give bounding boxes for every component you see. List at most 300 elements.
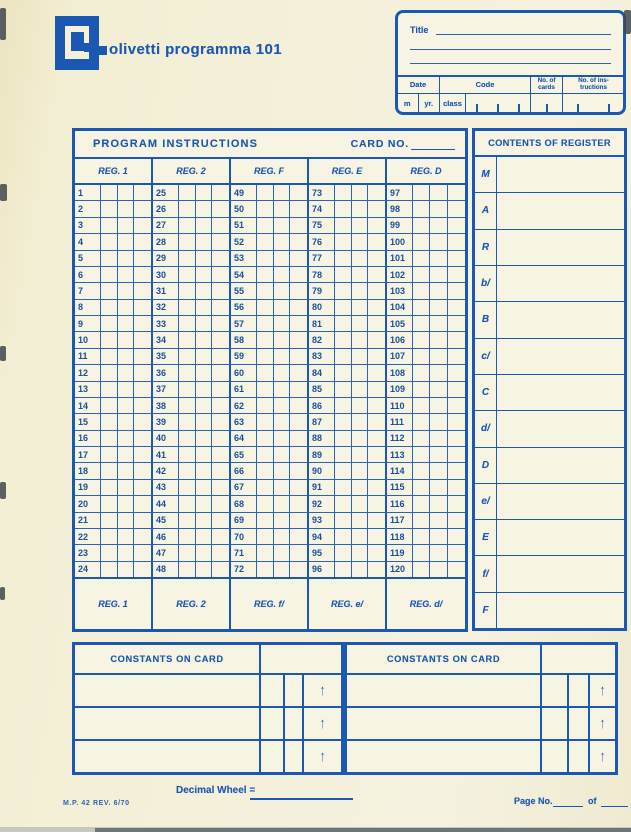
program-row [75, 201, 465, 217]
step-number-cell: 118 [387, 529, 413, 544]
register-group [153, 201, 231, 216]
register-content-cell [497, 302, 624, 337]
register-group [75, 201, 153, 216]
register-content-cell [497, 593, 624, 628]
title-area [398, 13, 623, 73]
program-table-header [75, 131, 465, 159]
constants-row [75, 708, 341, 741]
instruction-cell [352, 365, 369, 380]
register-group [309, 562, 387, 577]
step-number-cell: 52 [231, 234, 257, 249]
register-group [231, 300, 309, 315]
instruction-cell [352, 480, 369, 495]
instruction-cell [368, 251, 385, 266]
instruction-cell [101, 316, 118, 331]
instruction-cell [257, 185, 274, 200]
register-group [153, 234, 231, 249]
instruction-cell [118, 431, 135, 446]
step-number-cell: 13 [75, 382, 101, 397]
step-number-cell: 66 [231, 463, 257, 478]
instruction-cell [368, 398, 385, 413]
instruction-cell [290, 283, 307, 298]
instruction-cell [448, 349, 465, 364]
step-number-cell: 34 [153, 332, 179, 347]
constants-on-card-table-left [72, 642, 344, 775]
constants-header-blank [261, 645, 341, 673]
step-number-cell: 102 [387, 267, 413, 282]
instruction-cell [257, 545, 274, 560]
instruction-cell [101, 332, 118, 347]
instruction-cell [290, 300, 307, 315]
instruction-cell [118, 382, 135, 397]
register-group [309, 382, 387, 397]
step-number-cell: 73 [309, 185, 335, 200]
step-number-cell: 90 [309, 463, 335, 478]
instruction-cell [335, 447, 352, 462]
instruction-cell [196, 332, 213, 347]
step-number-cell: 105 [387, 316, 413, 331]
register-group [309, 545, 387, 560]
instruction-cell [413, 201, 430, 216]
step-number-cell: 56 [231, 300, 257, 315]
step-number-cell: 78 [309, 267, 335, 282]
instruction-cell [413, 431, 430, 446]
constant-small-cell [569, 675, 590, 706]
step-number-cell: 60 [231, 365, 257, 380]
register-group [387, 398, 465, 413]
instruction-cell [274, 316, 291, 331]
instruction-cell [290, 447, 307, 462]
register-name-label: c/ [475, 339, 497, 374]
instruction-cell [118, 218, 135, 233]
constant-arrow-cell [594, 708, 612, 739]
no-of-instructions-label: No. of ins- tructions [563, 77, 624, 94]
step-number-cell: 113 [387, 447, 413, 462]
instruction-cell [368, 267, 385, 282]
step-number-cell: 106 [387, 332, 413, 347]
step-number-cell: 22 [75, 529, 101, 544]
instruction-cell [212, 431, 229, 446]
instruction-cell [212, 480, 229, 495]
program-row [75, 513, 465, 529]
register-group [75, 463, 153, 478]
instruction-cell [290, 185, 307, 200]
instruction-cell [212, 300, 229, 315]
instruction-cell [212, 365, 229, 380]
reg-column-footer: REG. 2 [153, 579, 231, 629]
step-number-cell: 19 [75, 480, 101, 495]
register-group [153, 349, 231, 364]
instruction-cell [430, 463, 447, 478]
instruction-cell [101, 365, 118, 380]
instruction-cell [196, 365, 213, 380]
instruction-cell [448, 267, 465, 282]
program-row [75, 234, 465, 250]
instruction-cell [134, 382, 151, 397]
program-row [75, 185, 465, 201]
instruction-cell [257, 414, 274, 429]
instruction-cell [352, 496, 369, 511]
register-group [75, 332, 153, 347]
instruction-cell [118, 513, 135, 528]
decimal-wheel-write-line [250, 798, 353, 800]
instruction-cell [196, 496, 213, 511]
constant-arrow-cell [310, 741, 336, 772]
instruction-cell [430, 267, 447, 282]
register-group [309, 349, 387, 364]
instruction-cell [274, 349, 291, 364]
register-group [231, 414, 309, 429]
instruction-cell [274, 201, 291, 216]
instruction-cell [448, 185, 465, 200]
up-arrow-icon: ↑ [599, 715, 606, 732]
register-group [387, 316, 465, 331]
instruction-cell [101, 496, 118, 511]
program-row [75, 332, 465, 348]
register-group [153, 316, 231, 331]
instruction-cell [274, 267, 291, 282]
tick-mark [546, 104, 548, 113]
constants-rows-right [347, 675, 615, 772]
step-number-cell: 54 [231, 267, 257, 282]
step-number-cell: 59 [231, 349, 257, 364]
instruction-cell [274, 300, 291, 315]
register-group [387, 218, 465, 233]
instruction-cell [290, 251, 307, 266]
instruction-cell [212, 513, 229, 528]
step-number-cell: 14 [75, 398, 101, 413]
tick-mark [518, 104, 520, 113]
instruction-cell [134, 218, 151, 233]
instruction-cell [448, 414, 465, 429]
step-number-cell: 88 [309, 431, 335, 446]
program-row [75, 382, 465, 398]
step-number-cell: 7 [75, 283, 101, 298]
scan-edge-mark [0, 482, 6, 499]
register-name-label: e/ [475, 484, 497, 519]
program-row [75, 283, 465, 299]
instruction-cell [430, 480, 447, 495]
register-column-footers [75, 577, 465, 629]
page-no-label: Page No. [514, 796, 553, 806]
instruction-cell [257, 513, 274, 528]
register-group [153, 332, 231, 347]
step-number-cell: 97 [387, 185, 413, 200]
instruction-cell [413, 562, 430, 577]
constant-value-cell [75, 741, 261, 772]
register-group [75, 496, 153, 511]
instruction-cell [368, 480, 385, 495]
register-group [153, 300, 231, 315]
step-number-cell: 77 [309, 251, 335, 266]
instruction-cell [196, 545, 213, 560]
step-number-cell: 72 [231, 562, 257, 577]
register-group [75, 251, 153, 266]
instruction-cell [212, 332, 229, 347]
register-group [309, 234, 387, 249]
instruction-cell [101, 349, 118, 364]
step-number-cell: 47 [153, 545, 179, 560]
register-group [153, 562, 231, 577]
instruction-cell [448, 562, 465, 577]
instruction-cell [352, 316, 369, 331]
step-number-cell: 48 [153, 562, 179, 577]
instruction-cell [212, 185, 229, 200]
register-group [309, 447, 387, 462]
instruction-cell [430, 447, 447, 462]
register-group [387, 447, 465, 462]
constant-small-cell [542, 741, 569, 772]
step-number-cell: 83 [309, 349, 335, 364]
step-number-cell: 55 [231, 283, 257, 298]
instruction-cell [290, 463, 307, 478]
instruction-cell [430, 562, 447, 577]
instruction-cell [101, 463, 118, 478]
tick-mark [608, 104, 610, 113]
program-row [75, 267, 465, 283]
instruction-cell [101, 529, 118, 544]
program-row [75, 414, 465, 430]
constants-row [347, 708, 615, 741]
step-number-cell: 99 [387, 218, 413, 233]
instruction-cell [413, 529, 430, 544]
step-number-cell: 101 [387, 251, 413, 266]
constant-arrow-cell [310, 675, 336, 706]
code-entry-cell [466, 94, 530, 113]
register-group [387, 513, 465, 528]
instruction-cell [430, 218, 447, 233]
instruction-cell [335, 496, 352, 511]
register-group [75, 447, 153, 462]
reg-column-footer: REG. 1 [75, 579, 153, 629]
instruction-cell [335, 283, 352, 298]
register-group [75, 431, 153, 446]
instruction-cell [118, 267, 135, 282]
instruction-cell [274, 562, 291, 577]
step-number-cell: 111 [387, 414, 413, 429]
constant-value-cell [75, 675, 261, 706]
step-number-cell: 82 [309, 332, 335, 347]
step-number-cell: 71 [231, 545, 257, 560]
instruction-cell [257, 562, 274, 577]
instruction-cell [335, 234, 352, 249]
step-number-cell: 110 [387, 398, 413, 413]
instruction-cell [134, 316, 151, 331]
step-number-cell: 91 [309, 480, 335, 495]
instruction-cell [413, 545, 430, 560]
step-number-cell: 87 [309, 414, 335, 429]
class-cell: class [440, 94, 466, 113]
register-group [231, 463, 309, 478]
instruction-cell [352, 447, 369, 462]
step-number-cell: 31 [153, 283, 179, 298]
card-no-write-line [411, 140, 455, 150]
register-group [387, 283, 465, 298]
instruction-cell [413, 349, 430, 364]
register-group [153, 382, 231, 397]
register-group [153, 414, 231, 429]
instruction-cell [134, 545, 151, 560]
program-instructions-table [72, 128, 468, 632]
instruction-cell [430, 398, 447, 413]
instruction-cell [335, 382, 352, 397]
instruction-cell [352, 300, 369, 315]
instruction-cell [413, 414, 430, 429]
instruction-cell [335, 349, 352, 364]
instruction-cell [368, 316, 385, 331]
instruction-cell [212, 463, 229, 478]
register-row [475, 302, 624, 338]
instruction-cell [118, 185, 135, 200]
constant-small-cell [261, 708, 285, 739]
instruction-cell [448, 316, 465, 331]
constant-arrow-cell [594, 741, 612, 772]
constant-small-cell [285, 675, 304, 706]
instruction-cell [290, 218, 307, 233]
instruction-cell [196, 447, 213, 462]
title-write-line-2 [410, 49, 611, 50]
page-total-write-line [601, 806, 628, 807]
code-column [440, 77, 531, 113]
instruction-cell [134, 365, 151, 380]
brand-title: olivetti programma 101 [109, 41, 283, 58]
instruction-cell [352, 382, 369, 397]
title-box [395, 10, 626, 115]
instruction-cell [290, 431, 307, 446]
step-number-cell: 4 [75, 234, 101, 249]
register-row [475, 339, 624, 375]
register-group [231, 185, 309, 200]
step-number-cell: 28 [153, 234, 179, 249]
step-number-cell: 49 [231, 185, 257, 200]
instruction-cell [212, 545, 229, 560]
code-label: Code [440, 77, 530, 94]
instruction-cell [196, 562, 213, 577]
step-number-cell: 64 [231, 431, 257, 446]
instruction-cell [448, 545, 465, 560]
program-rows [75, 185, 465, 577]
instruction-cell [179, 513, 196, 528]
register-group [75, 283, 153, 298]
constants-on-card-table-right [344, 642, 618, 775]
reg-column-footer: REG. d/ [409, 599, 443, 609]
reg-column-header: REG. D [410, 166, 442, 176]
scan-edge-mark [0, 184, 7, 201]
register-group [153, 185, 231, 200]
step-number-cell: 53 [231, 251, 257, 266]
instruction-cell [134, 513, 151, 528]
register-group [387, 251, 465, 266]
instruction-cell [274, 398, 291, 413]
register-group [387, 185, 465, 200]
step-number-cell: 21 [75, 513, 101, 528]
constants-row [347, 675, 615, 708]
step-number-cell: 51 [231, 218, 257, 233]
instruction-cell [179, 414, 196, 429]
instruction-cell [196, 251, 213, 266]
instruction-cell [368, 234, 385, 249]
instruction-cell [335, 562, 352, 577]
register-group [231, 398, 309, 413]
step-number-cell: 120 [387, 562, 413, 577]
step-number-cell: 20 [75, 496, 101, 511]
instruction-cell [179, 365, 196, 380]
instruction-cell [430, 251, 447, 266]
instruction-cell [274, 251, 291, 266]
instruction-cell [134, 267, 151, 282]
step-number-cell: 63 [231, 414, 257, 429]
instruction-cell [352, 267, 369, 282]
instruction-cell [179, 398, 196, 413]
instruction-cell [448, 529, 465, 544]
register-content-cell [497, 157, 624, 192]
title-write-line-3 [410, 63, 611, 64]
instruction-cell [257, 529, 274, 544]
step-number-cell: 15 [75, 414, 101, 429]
instruction-cell [179, 480, 196, 495]
instruction-cell [118, 496, 135, 511]
instruction-cell [413, 316, 430, 331]
instruction-cell [413, 300, 430, 315]
step-number-cell: 2 [75, 201, 101, 216]
step-number-cell: 10 [75, 332, 101, 347]
instruction-cell [352, 562, 369, 577]
instruction-cell [212, 529, 229, 544]
instruction-cell [118, 463, 135, 478]
instruction-cell [196, 529, 213, 544]
instruction-cell [196, 398, 213, 413]
register-group [387, 300, 465, 315]
instruction-cell [196, 463, 213, 478]
tick-mark [476, 104, 478, 113]
instruction-cell [118, 251, 135, 266]
register-group [309, 480, 387, 495]
instruction-cell [352, 349, 369, 364]
step-number-cell: 16 [75, 431, 101, 446]
instruction-cell [101, 251, 118, 266]
register-group [309, 185, 387, 200]
register-group [309, 300, 387, 315]
register-group [75, 300, 153, 315]
step-number-cell: 67 [231, 480, 257, 495]
register-group [309, 218, 387, 233]
instruction-cell [179, 496, 196, 511]
instruction-cell [448, 234, 465, 249]
instruction-cell [352, 283, 369, 298]
instruction-cell [134, 185, 151, 200]
instruction-cell [335, 545, 352, 560]
register-group [309, 332, 387, 347]
instruction-cell [290, 496, 307, 511]
register-group [231, 382, 309, 397]
instruction-cell [335, 316, 352, 331]
register-group [387, 365, 465, 380]
register-group [309, 463, 387, 478]
instruction-cell [118, 332, 135, 347]
instruction-cell [448, 398, 465, 413]
instruction-cell [368, 300, 385, 315]
step-number-cell: 25 [153, 185, 179, 200]
register-name-label: D [475, 448, 497, 483]
program-row [75, 349, 465, 365]
instruction-cell [196, 431, 213, 446]
instruction-cell [335, 185, 352, 200]
register-name-label: M [475, 157, 497, 192]
register-group [75, 218, 153, 233]
instruction-cell [118, 349, 135, 364]
step-number-cell: 32 [153, 300, 179, 315]
register-group [387, 463, 465, 478]
